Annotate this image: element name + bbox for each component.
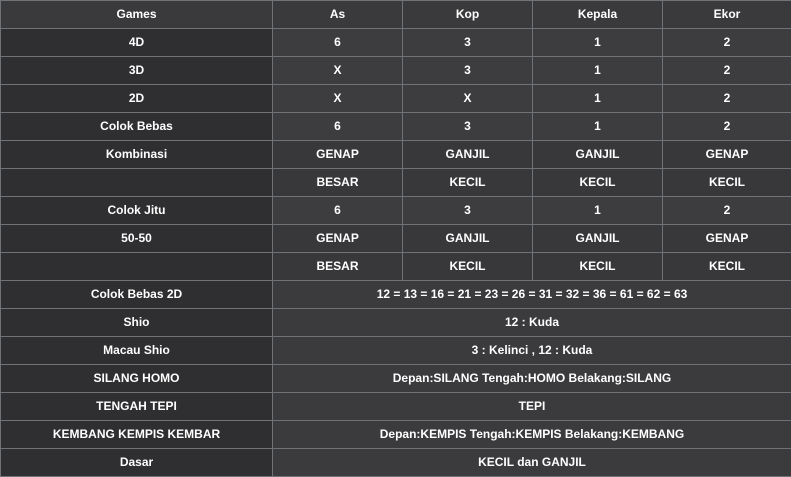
value-cell-wide: Depan:SILANG Tengah:HOMO Belakang:SILANG [273,365,791,393]
value-cell: KECIL [533,253,663,281]
value-cell: GENAP [663,225,791,253]
table-row [1,281,791,309]
game-label: 50-50 [1,225,273,253]
value-cell: KECIL [403,169,533,197]
value-cell: GANJIL [533,225,663,253]
value-cell: 3 [403,113,533,141]
table-row [1,309,791,337]
game-label: KEMBANG KEMPIS KEMBAR [1,421,273,449]
table-row [1,421,791,449]
value-cell: 6 [273,197,403,225]
value-cell-wide: 12 = 13 = 16 = 21 = 23 = 26 = 31 = 32 = 36 = 61 = 62 = 63 [273,281,791,309]
value-cell: GANJIL [533,141,663,169]
value-cell-wide: 3 : Kelinci , 12 : Kuda [273,337,791,365]
table-row [1,197,791,225]
table-row [1,57,791,85]
value-cell-wide: Depan:KEMPIS Tengah:KEMPIS Belakang:KEMBANG [273,421,791,449]
table-row [1,393,791,421]
value-cell: 3 [403,29,533,57]
game-label: Colok Jitu [1,197,273,225]
value-cell: 6 [273,29,403,57]
game-label [1,253,273,281]
value-cell: 1 [533,29,663,57]
game-label: Shio [1,309,273,337]
value-cell: 2 [663,29,791,57]
column-header-ekor: Ekor [663,1,791,29]
game-label: 2D [1,85,273,113]
header-row [1,1,791,29]
column-header-as: As [273,1,403,29]
game-label: TENGAH TEPI [1,393,273,421]
value-cell: GENAP [663,141,791,169]
game-label [1,169,273,197]
value-cell: 3 [403,57,533,85]
value-cell: 1 [533,85,663,113]
table-row [1,225,791,253]
value-cell-wide: KECIL dan GANJIL [273,449,791,477]
game-label: Macau Shio [1,337,273,365]
game-label: SILANG HOMO [1,365,273,393]
table-row [1,169,791,197]
value-cell: X [273,85,403,113]
table-header [1,1,791,29]
value-cell: BESAR [273,253,403,281]
table-row [1,449,791,477]
value-cell: 1 [533,197,663,225]
value-cell: 1 [533,113,663,141]
value-cell: X [403,85,533,113]
table-row [1,113,791,141]
value-cell: X [273,57,403,85]
table-row [1,141,791,169]
value-cell: KECIL [403,253,533,281]
value-cell-wide: 12 : Kuda [273,309,791,337]
table-row [1,29,791,57]
value-cell: GENAP [273,141,403,169]
value-cell: KECIL [663,253,791,281]
column-header-games: Games [1,1,273,29]
column-header-kop: Kop [403,1,533,29]
game-label: 4D [1,29,273,57]
game-label: Colok Bebas [1,113,273,141]
game-label: Colok Bebas 2D [1,281,273,309]
value-cell: BESAR [273,169,403,197]
value-cell: GANJIL [403,141,533,169]
game-label: 3D [1,57,273,85]
value-cell: 2 [663,197,791,225]
value-cell: 1 [533,57,663,85]
value-cell: 2 [663,85,791,113]
value-cell: 3 [403,197,533,225]
value-cell: GENAP [273,225,403,253]
game-label: Dasar [1,449,273,477]
table-row [1,85,791,113]
table-body [1,29,791,477]
value-cell: 2 [663,113,791,141]
value-cell-wide: TEPI [273,393,791,421]
table-row [1,337,791,365]
value-cell: GANJIL [403,225,533,253]
value-cell: 2 [663,57,791,85]
table-row [1,365,791,393]
value-cell: KECIL [533,169,663,197]
column-header-kepala: Kepala [533,1,663,29]
value-cell: KECIL [663,169,791,197]
value-cell: 6 [273,113,403,141]
game-label: Kombinasi [1,141,273,169]
table-row [1,253,791,281]
